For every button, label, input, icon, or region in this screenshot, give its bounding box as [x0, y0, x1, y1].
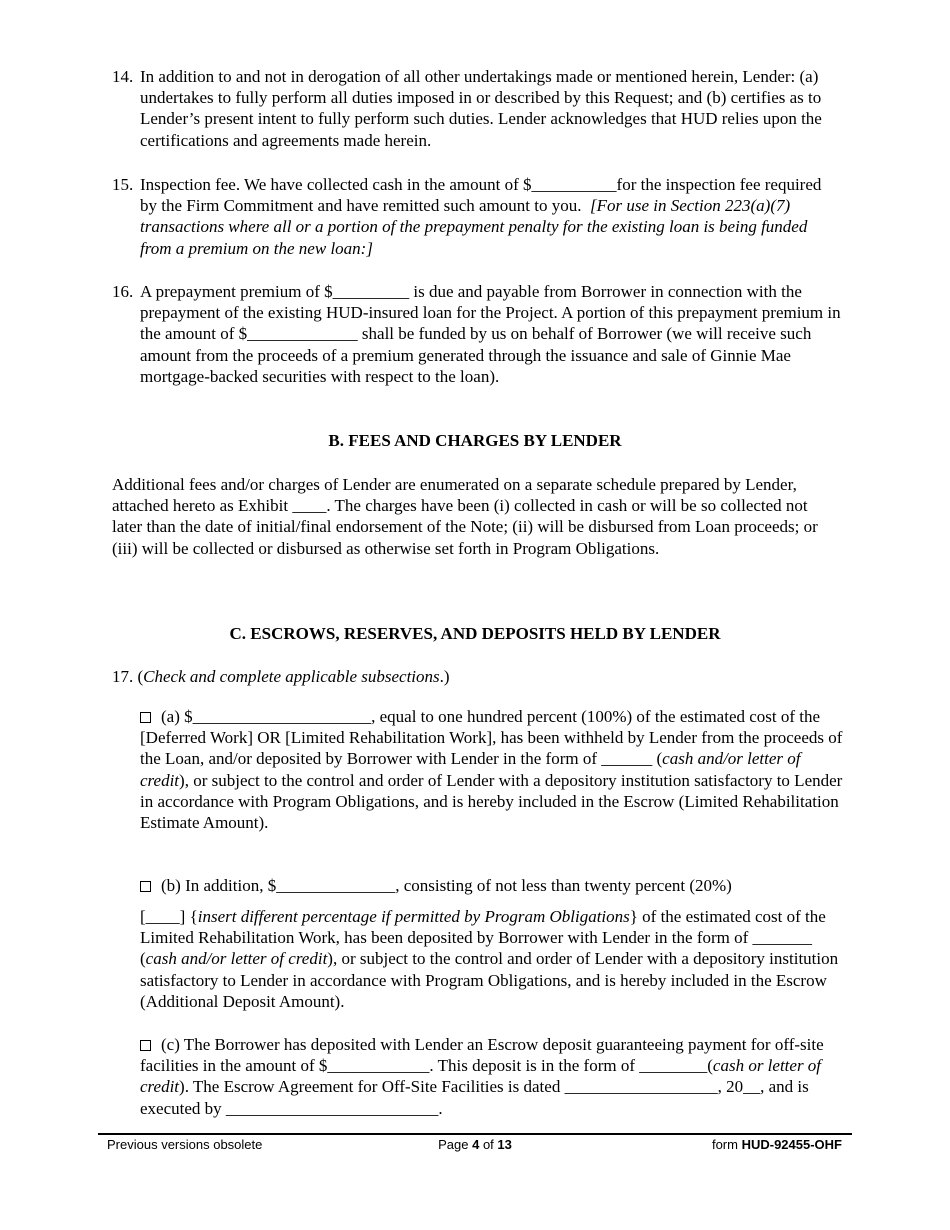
page-current: 4 [472, 1137, 480, 1152]
section-c-heading: C. ESCROWS, RESERVES, AND DEPOSITS HELD BY LENDER [229, 624, 721, 643]
subsection-a-text: (a) $_____________________, equal to one hundred percent (100%) of the estimated cost of the [Deferred Work] OR [Limited Rehabilitation Work], has been withheld by Lender from the proceeds of the Loan, and/or deposited by Borrower with Lender in the form of ______ ( [140, 707, 843, 769]
subsection-b-first-line: (b) In addition, $______________, consisting of not less than twenty percent (20%) [161, 876, 732, 895]
form-number: HUD-92455-OHF [741, 1137, 842, 1152]
subsection-b-italic-2: cash and/or letter of credit [145, 949, 328, 969]
item-17-italic: Check and complete applicable subsections [143, 667, 440, 686]
page-total: 13 [497, 1137, 512, 1152]
item-number: 14. [112, 67, 134, 86]
checkbox-b[interactable] [140, 881, 151, 892]
subsection-a [140, 706, 846, 833]
subsection-c-italic: cash or letter of credit [140, 1056, 822, 1097]
paren-open: ( [137, 667, 144, 686]
item-number: 15. [112, 175, 134, 194]
page-of: of [479, 1137, 498, 1152]
list-item-15 [112, 174, 842, 259]
page-prefix: Page [438, 1137, 473, 1152]
list-item-16 [112, 281, 842, 387]
item-text: In addition to and not in derogation of all other undertakings made or mentioned herein, Lender: (a) undertakes to fully perform all duties imposed in or described by this Request; and (b) certifies as to Lender’s present intent to fully perform such duties. Lender acknowledges that HUD relies upon the certifications and agreements made herein. [140, 67, 822, 150]
item-text: A prepayment premium of $_________ is due and payable from Borrower in connection with the prepayment of the existing HUD-insured loan for the Project. A portion of this prepayment premium in the amount of $_____________ shall be funded by us on behalf of Borrower (we will receive such amount from the proceeds of a premium generated through the issuance and sale of Ginnie Mae mortgage-backed securities with respect to the loan). [140, 282, 841, 386]
subsection-b-body [140, 906, 846, 1012]
section-b-heading: B. FEES AND CHARGES BY LENDER [328, 431, 622, 450]
section-b-paragraph: Additional fees and/or charges of Lender are enumerated on a separate schedule prepared by Lender, attached hereto as Exhibit ____. The charges have been (i) collected in cash or will be so collected not later than the date of initial/final endorsement of the Note; (ii) will be disbursed from Loan proceeds; or (iii) will be collected or disbursed as otherwise set forth in Program Obligations. [112, 475, 818, 558]
subsection-b-text: [____] { [140, 907, 198, 926]
form-prefix: form [711, 1137, 742, 1152]
footer-obsolete-note: Previous versions obsolete [107, 1137, 263, 1152]
item-text-main: Inspection fee. We have collected cash in the amount of $__________for the inspection fee required by the Firm Commitment and have remitted such amount to you. [140, 175, 822, 216]
footer-form-id [712, 1137, 842, 1153]
item-number: 17. [112, 667, 134, 686]
subsection-b-text-mid: } of the estimated cost of the Limited Rehabilitation Work, has been deposited by Borrower with Lender in the form of _______ ( [140, 907, 826, 969]
list-item-14 [112, 66, 842, 151]
item-number: 16. [112, 282, 134, 301]
item-text-italic-note: [For use in Section 223(a)(7) transactions where all or a portion of the prepayment penalty for the existing loan is being funded from a premium on the new loan:] [140, 196, 808, 258]
item-17-instruction [112, 666, 842, 687]
footer-divider [98, 1133, 852, 1135]
subsection-c-text: (c) The Borrower has deposited with Lender an Escrow deposit guaranteeing payment for off-site facilities in the amount of $____________. This deposit is in the form of ________( [140, 1035, 824, 1076]
checkbox-a[interactable] [140, 712, 151, 723]
checkbox-c[interactable] [140, 1040, 151, 1051]
subsection-a-text-end: ), or subject to the control and order of Lender with a depository institution satisfactory to Lender in accordance with Program Obligations, and is hereby included in the Escrow (Limited Rehabilitation Estimate Amount). [140, 770, 843, 833]
subsection-c [140, 1034, 846, 1119]
subsection-b-italic: insert different percentage if permitted by Program Obligations [197, 907, 630, 926]
subsection-b-line1 [140, 875, 846, 896]
item-text [140, 174, 842, 259]
subsection-c-text-end: ). The Escrow Agreement for Off-Site Facilities is dated __________________, 20__, and is executed by _________________________. [140, 1077, 809, 1118]
subsection-a-italic: cash and/or letter of credit [140, 749, 801, 790]
paren-close: .) [439, 667, 450, 686]
subsection-b-text-end: ), or subject to the control and order of Lender with a depository institution satisfactory to Lender in accordance with Program Obligations, and is hereby included in the Escrow (Additional Deposit Amount). [140, 949, 839, 1011]
